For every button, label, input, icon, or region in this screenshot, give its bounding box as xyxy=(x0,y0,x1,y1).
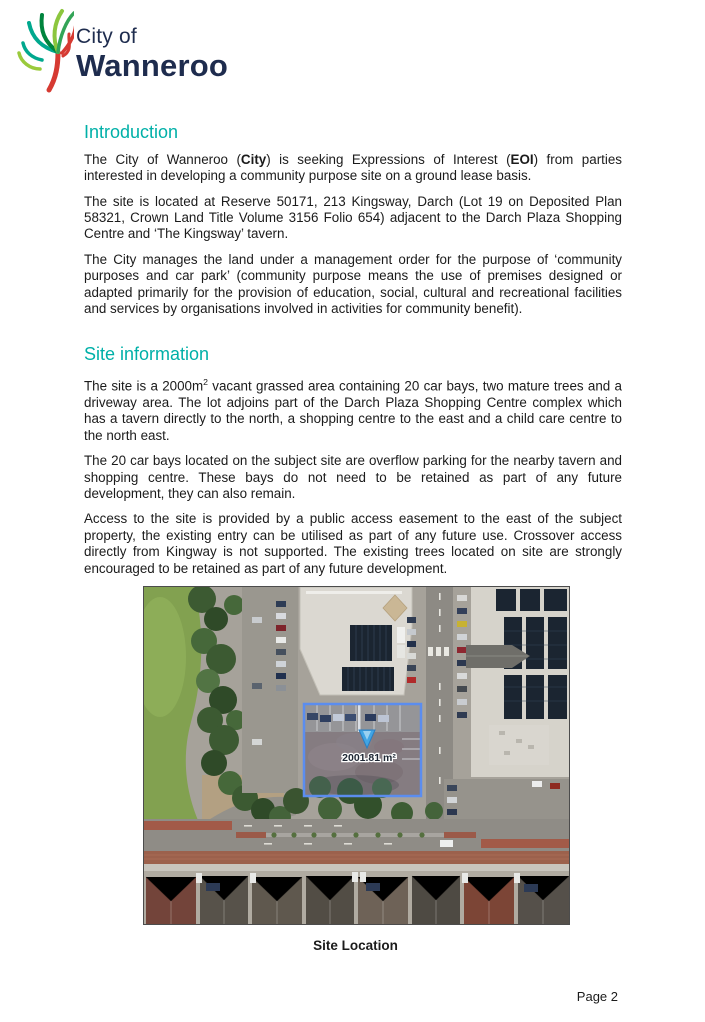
paragraph: Access to the site is provided by a public access easement to the east of the subject property, the existing entry can be utilised as part of any future use. Crossover access directly from Kingway is not supported. The existing trees located on site are strongly encouraged to be retained as part of any future development. xyxy=(84,511,622,576)
page-number: Page 2 xyxy=(576,989,618,1004)
introduction-heading: Introduction xyxy=(84,122,179,142)
brick-verge xyxy=(144,851,569,871)
tavern-building xyxy=(300,587,412,695)
logo-line1: City of xyxy=(76,25,137,48)
south-east-parking xyxy=(444,779,569,823)
site-boundary xyxy=(304,704,421,796)
logo-line2: Wanneroo xyxy=(76,48,228,83)
aerial-photo xyxy=(143,586,570,925)
site-location-figure xyxy=(143,586,568,953)
kingsway-road xyxy=(144,819,569,851)
document-body xyxy=(84,122,622,953)
section-introduction xyxy=(84,122,622,317)
paragraph: The City manages the land under a management order for the purpose of ‘community purposes and car park’ (community purpose means the use of premises designed or adapted primarily for the provision of education, social, cultural and recreational facilities and services by organisations involved in activities for community benefit). xyxy=(84,251,622,316)
paragraph: The site is a $2000m^2$ vacant grassed area containing 20 car bays, two mature trees and a driveway area. The lot adjoins part of the Darch Plaza Shopping Centre complex which has a tavern directly to the north, a shopping centre to the east and a child care centre to the north east. xyxy=(84,377,622,443)
figure-caption: Site Location xyxy=(313,937,398,953)
vehicle-on-road xyxy=(440,840,453,847)
west-parking xyxy=(242,587,298,793)
paragraph: The site is located at Reserve 50171, 213 Kingsway, Darch (Lot 19 on Deposited Plan 58321, Crown Land Title Volume 3156 Folio 654) adjacent to the Darch Plaza Shopping Centre and ‘The Kingsway’ tavern. xyxy=(84,193,622,242)
kangaroo-paw-logo-icon xyxy=(12,8,74,94)
shopping-centre-building xyxy=(466,587,569,777)
houses-row xyxy=(144,871,569,924)
site-area-label: 2001.81 m² xyxy=(342,751,396,764)
paragraph: The City of Wanneroo (City) is seeking Expressions of Interest (EOI) from parties interested in developing a community purpose site on a ground lease basis. xyxy=(84,151,622,184)
paragraph: The 20 car bays located on the subject site are overflow parking for the nearby tavern and shopping centre. These bays do not need to be retained as part of any future development, they can also remain. xyxy=(84,453,622,501)
section-site-information xyxy=(84,344,622,577)
city-of-wanneroo-logo xyxy=(12,8,228,94)
site-information-heading: Site information xyxy=(84,344,210,365)
